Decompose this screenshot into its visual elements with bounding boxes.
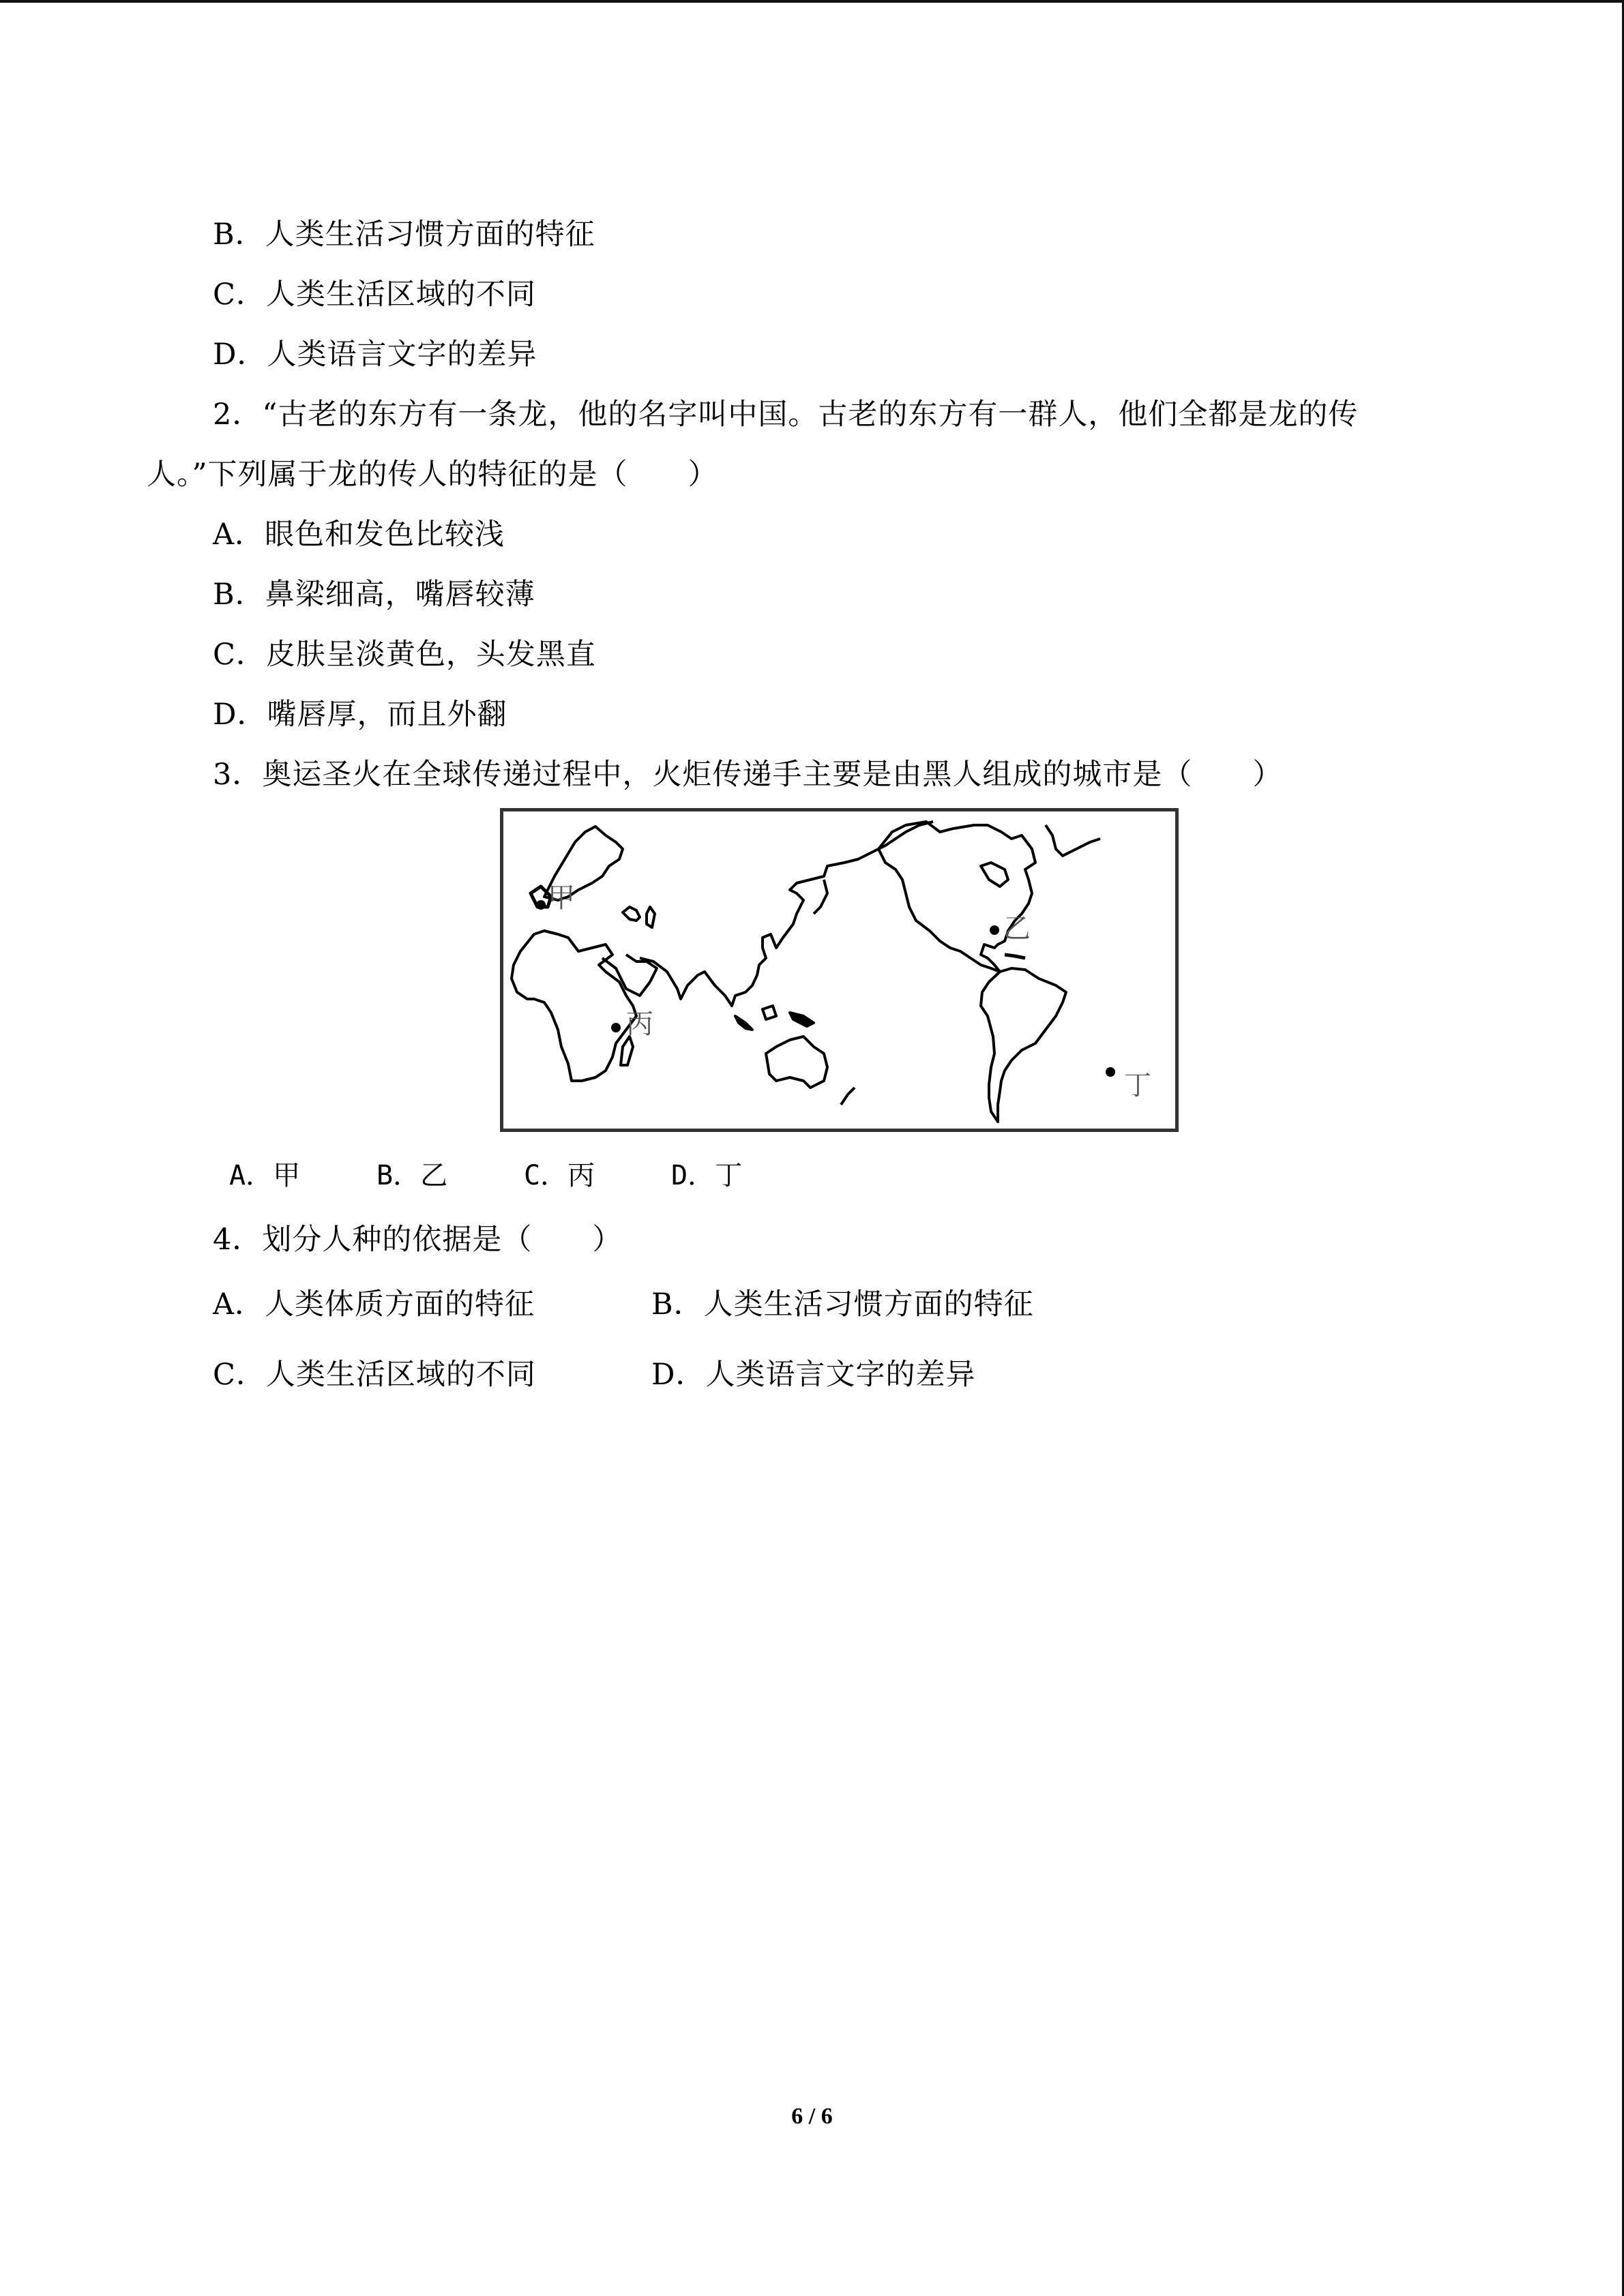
option-label: C． <box>213 278 266 312</box>
option-text: 乙 <box>420 1160 448 1191</box>
option-text: 丙 <box>567 1160 595 1191</box>
question3-option-d <box>671 1157 818 1195</box>
option-label: C． <box>524 1160 568 1191</box>
option-text: 人类生活区域的不同 <box>265 278 536 312</box>
option-label: D． <box>213 698 267 732</box>
option-label: C． <box>213 638 266 672</box>
question4-option-a <box>213 1285 535 1324</box>
city-dot-yi <box>990 925 999 935</box>
option-text: 人类生活区域的不同 <box>265 1358 536 1392</box>
prev-option-d <box>213 336 537 374</box>
option-text: 人类语言文字的差异 <box>267 338 537 372</box>
option-label: D． <box>213 338 267 372</box>
prev-option-b <box>213 215 595 254</box>
option-text: 人类体质方面的特征 <box>265 1287 535 1322</box>
question3-stem: 3．奥运圣火在全球传递过程中，火炬传递手主要是由黑人组成的城市是（ ） <box>213 758 1283 792</box>
option-label: D． <box>671 1160 715 1191</box>
question2-option-d <box>213 696 507 734</box>
option-text: 嘴唇厚，而且外翻 <box>267 698 507 732</box>
map-label-yi: 乙 <box>1003 913 1031 944</box>
map-label-bing: 丙 <box>626 1009 653 1040</box>
prev-option-c <box>213 275 536 314</box>
option-label: B． <box>377 1160 421 1191</box>
option-label: B． <box>651 1287 704 1322</box>
question4-option-c <box>213 1356 536 1394</box>
city-dot-bing <box>611 1023 621 1032</box>
map-label-ding: 丁 <box>1124 1070 1151 1101</box>
question2-stem-line1: 2．“古老的东方有一条龙，他的名字叫中国。古老的东方有一群人，他们全都是龙的传 <box>213 398 1359 432</box>
option-label: C． <box>213 1358 266 1392</box>
option-label: D． <box>651 1358 706 1392</box>
question2-option-c <box>213 636 596 674</box>
page-number: 6 / 6 <box>791 2104 833 2129</box>
option-text: 鼻梁细高，嘴唇较薄 <box>265 578 535 612</box>
option-label: B． <box>213 578 265 612</box>
city-dot-jia <box>536 900 546 910</box>
world-map <box>500 808 1179 1132</box>
question2-stem-line2: 人。”下列属于龙的传人的特征的是（ ） <box>147 458 718 492</box>
option-text: 人类生活习惯方面的特征 <box>265 218 595 252</box>
question3-option-c <box>524 1157 671 1195</box>
option-text: 丁 <box>715 1160 743 1191</box>
question2-option-a <box>213 516 505 554</box>
option-text: 皮肤呈淡黄色，头发黑直 <box>265 638 596 672</box>
question3-options <box>229 1157 818 1195</box>
city-dot-ding <box>1106 1067 1115 1077</box>
option-text: 甲 <box>273 1160 301 1191</box>
option-text: 眼色和发色比较浅 <box>265 518 505 552</box>
option-text: 人类生活习惯方面的特征 <box>703 1287 1034 1322</box>
world-map-outline <box>503 811 1175 1129</box>
option-label: A． <box>213 518 265 552</box>
map-label-jia: 甲 <box>548 882 575 914</box>
option-text: 人类语言文字的差异 <box>705 1358 976 1392</box>
question4-option-d <box>651 1356 975 1394</box>
question4-option-b <box>651 1285 1034 1324</box>
option-label: A． <box>213 1287 265 1322</box>
option-label: B． <box>213 218 265 252</box>
question2-option-b <box>213 576 535 614</box>
question3-option-a <box>229 1157 377 1195</box>
option-label: A． <box>229 1160 274 1191</box>
question3-option-b <box>377 1157 524 1195</box>
question4-stem: 4．划分人种的依据是（ ） <box>213 1223 623 1257</box>
